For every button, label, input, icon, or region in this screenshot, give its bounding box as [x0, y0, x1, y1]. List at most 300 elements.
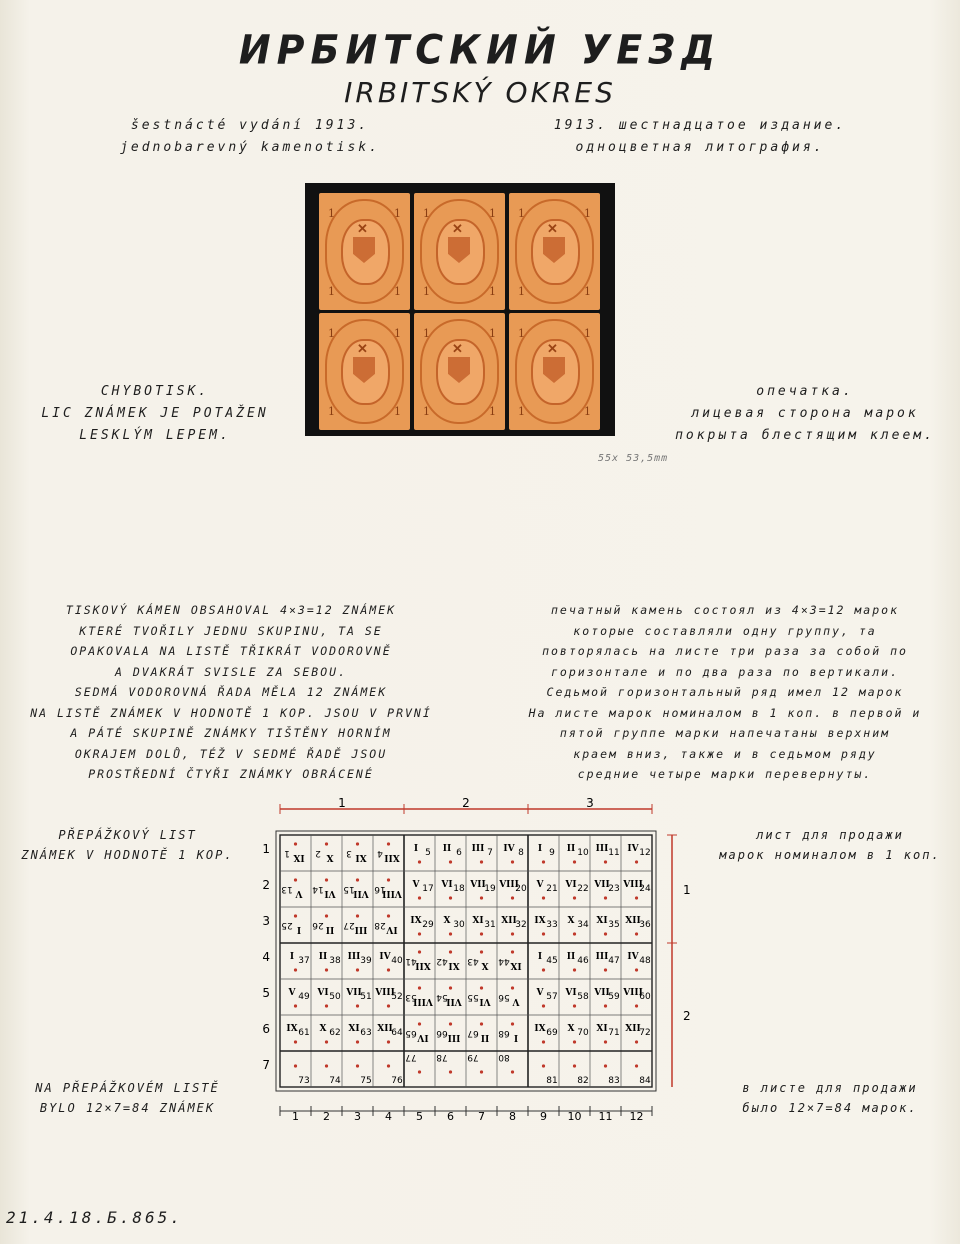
cell-roman: III — [471, 844, 485, 854]
cell-dot — [542, 860, 545, 863]
cell-dot — [604, 1040, 607, 1043]
cell-dot — [604, 932, 607, 935]
cell-roman: I — [413, 844, 419, 854]
cell-roman: II — [566, 952, 576, 962]
cell-dot — [356, 1004, 359, 1007]
cell-number: 20 — [515, 884, 527, 894]
cell-dot — [480, 950, 483, 953]
cell-roman: V — [512, 996, 520, 1006]
sheet-cell — [568, 1024, 589, 1044]
sheet-cell — [436, 986, 463, 1006]
cell-roman: I — [537, 952, 543, 962]
cell-number: 35 — [608, 920, 620, 930]
cell-number: 3 — [346, 848, 352, 858]
stamp-value-digit: 1 — [328, 285, 335, 298]
cell-roman: IX — [510, 960, 522, 970]
sheet-cell — [536, 988, 558, 1008]
row-label: 2 — [262, 878, 270, 892]
sheet-cell — [444, 916, 465, 936]
cell-dot — [325, 842, 328, 845]
group-col-label: 2 — [462, 796, 470, 810]
cell-dot — [449, 896, 452, 899]
error-ru-line: лицевая сторона марок — [691, 406, 919, 421]
stamp-value-digit: 1 — [489, 405, 496, 418]
cell-roman: XII — [625, 1024, 641, 1034]
edition-note-czech — [120, 115, 380, 159]
cell-roman: X — [319, 1024, 327, 1034]
cell-number: 60 — [639, 992, 651, 1002]
stamp-cross-mark: ✕ — [547, 222, 558, 237]
cell-roman: I — [289, 952, 295, 962]
cell-number: 29 — [422, 920, 434, 930]
cell-dot — [356, 968, 359, 971]
cell-number: 34 — [577, 920, 589, 930]
cell-dot — [325, 1064, 328, 1067]
error-ru-line: опечатка. — [756, 384, 854, 399]
cell-roman: VII — [353, 888, 369, 898]
cell-roman: VIII — [382, 888, 402, 898]
cell-dot — [294, 1040, 297, 1043]
cell-dot — [511, 1022, 514, 1025]
cell-roman: IX — [534, 916, 546, 926]
sheet-cell — [348, 1024, 371, 1044]
edition-ru-line: 1913. шестнадцатое издание. — [553, 118, 847, 133]
cell-number: 23 — [608, 884, 620, 894]
sheet-note-russian-bottom — [700, 1078, 960, 1118]
cell-roman: V — [412, 880, 420, 890]
stone-cz-line: PROSTŘEDNÍ ČTYŘI ZNÁMKY OBRÁCENÉ — [88, 767, 374, 781]
stamp-value-digit: 1 — [394, 405, 401, 418]
cell-number: 1 — [284, 848, 290, 858]
cell-dot — [294, 878, 297, 881]
cell-dot — [511, 950, 514, 953]
cell-dot — [480, 896, 483, 899]
cell-roman: XII — [415, 960, 431, 970]
cell-roman: VIII — [375, 988, 395, 998]
cell-dot — [511, 896, 514, 899]
cell-roman: III — [447, 1032, 461, 1042]
cell-dot — [418, 932, 421, 935]
cell-dot — [604, 896, 607, 899]
stamp-value-digit: 1 — [394, 327, 401, 340]
stone-cz-line: A DVAKRÁT SVISLE ZA SEBOU. — [114, 664, 347, 679]
col-label: 7 — [478, 1110, 485, 1123]
cell-roman: XI — [596, 916, 608, 926]
error-note-russian — [650, 381, 960, 447]
cell-number: 56 — [498, 992, 510, 1002]
cell-roman: XII — [501, 916, 517, 926]
cell-dot — [449, 860, 452, 863]
catalog-date: 21.4.18.Б.865. — [6, 1208, 183, 1227]
sheet-cell — [286, 1024, 309, 1044]
sheet-cell — [312, 878, 337, 898]
sheet-cz-line: NA PŘEPÁŽKOVÉM LISTĚ — [35, 1081, 220, 1095]
cell-dot — [635, 1040, 638, 1043]
sheet-cell — [443, 844, 462, 864]
cell-number: 48 — [639, 956, 651, 966]
cell-dot — [387, 1004, 390, 1007]
stamp-value-digit: 1 — [328, 327, 335, 340]
stamp-value-digit: 1 — [518, 285, 525, 298]
cell-roman: XI — [596, 1024, 608, 1034]
sheet-cell — [374, 914, 398, 934]
cell-dot — [387, 968, 390, 971]
cell-dot — [542, 1004, 545, 1007]
stone-ru-line: На листе марок номиналом в 1 коп. в первой и — [528, 705, 922, 720]
cell-dot — [604, 860, 607, 863]
sheet-ru-line: марок номиналом в 1 коп. — [719, 848, 941, 862]
group-row-label: 1 — [683, 883, 691, 897]
sheet-cell — [288, 988, 310, 1008]
cell-number: 40 — [391, 956, 403, 966]
sheet-cell — [374, 988, 403, 1008]
cell-roman: VII — [470, 880, 486, 890]
cell-dot — [418, 896, 421, 899]
cell-dot — [635, 860, 638, 863]
cell-number: 32 — [515, 920, 527, 930]
row-label: 1 — [262, 842, 270, 856]
error-note-czech — [10, 381, 300, 447]
cell-number: 27 — [343, 920, 355, 930]
sheet-cell — [627, 844, 650, 864]
stone-cz-line: TISKOVÝ KÁMEN OBSAHOVAL 4×3=12 ZNÁMEK — [65, 603, 397, 617]
sheet-cell — [622, 880, 651, 900]
cell-roman: IV — [627, 952, 639, 962]
cell-number: 74 — [329, 1076, 341, 1086]
cell-dot — [573, 1064, 576, 1067]
stamp-value-digit: 1 — [394, 207, 401, 220]
cell-number: 71 — [608, 1028, 620, 1038]
cell-number: 47 — [608, 956, 620, 966]
cell-number: 68 — [498, 1028, 510, 1038]
stamp-value-digit: 1 — [489, 285, 496, 298]
cell-roman: XI — [348, 1024, 360, 1034]
cell-dot — [387, 878, 390, 881]
cell-dot — [480, 1070, 483, 1073]
cell-number: 21 — [546, 884, 558, 894]
cell-number: 59 — [608, 992, 620, 1002]
cell-dot — [542, 968, 545, 971]
cell-roman: III — [595, 952, 609, 962]
cell-roman: XI — [472, 916, 484, 926]
sheet-cell — [312, 914, 334, 934]
cell-number: 57 — [546, 992, 558, 1002]
cell-roman: XI — [355, 852, 367, 862]
stamp — [319, 193, 410, 310]
cell-dot — [511, 1070, 514, 1073]
cell-number: 45 — [546, 956, 558, 966]
sheet-cell — [467, 950, 488, 970]
sheet-cell — [542, 1064, 558, 1086]
sheet-ru-line: в листе для продажи — [742, 1081, 918, 1095]
sheet-cell — [379, 952, 403, 972]
cell-roman: IV — [503, 844, 515, 854]
cell-number: 25 — [281, 920, 293, 930]
stamp-cross-mark: ✕ — [547, 342, 558, 357]
cell-number: 41 — [405, 956, 417, 966]
cell-roman: VII — [446, 996, 462, 1006]
stone-ru-line: которые составляли одну группу, та — [573, 623, 877, 638]
cell-roman: IX — [410, 916, 422, 926]
stamp — [319, 313, 410, 430]
stone-ru-line: повторялась на листе три раза за собой по — [542, 644, 908, 658]
cell-roman: IV — [417, 1032, 429, 1042]
sheet-cell — [356, 1064, 372, 1086]
stamp-value-digit: 1 — [423, 207, 430, 220]
sheet-cell — [498, 950, 522, 970]
page-title-russian: ИРБИТСКИЙ УЕЗД — [238, 26, 722, 74]
cell-number: 54 — [436, 992, 448, 1002]
sheet-note-czech-top — [0, 825, 255, 865]
sheet-cell — [346, 842, 366, 862]
sheet-cell — [387, 1064, 403, 1086]
sheet-cell — [410, 916, 434, 936]
stone-ru-line: Седьмой горизонтальный ряд имел 12 марок — [546, 685, 904, 699]
cell-roman: X — [326, 852, 334, 862]
group-col-label: 3 — [586, 796, 594, 810]
cell-dot — [542, 1040, 545, 1043]
stamp-value-digit: 1 — [584, 285, 591, 298]
sheet-cell — [405, 950, 430, 970]
sheet-cz-line: ZNÁMEK V HODNOTĚ 1 KOP. — [21, 848, 234, 862]
page-title-czech: IRBITSKÝ OKRES — [344, 76, 616, 109]
cell-dot — [542, 932, 545, 935]
stamp — [509, 313, 600, 430]
cell-roman: VII — [594, 880, 610, 890]
cell-dot — [294, 1004, 297, 1007]
cell-dot — [294, 1064, 297, 1067]
cell-roman: IX — [534, 1024, 546, 1034]
cell-dot — [542, 896, 545, 899]
cell-dot — [387, 1064, 390, 1067]
sheet-cell — [498, 1022, 518, 1042]
size-note: 55x 53,5mm — [598, 453, 669, 464]
row-label: 5 — [262, 986, 270, 1000]
cell-dot — [573, 1040, 576, 1043]
col-label: 10 — [567, 1110, 582, 1123]
sheet-cell — [281, 878, 303, 898]
cell-roman: V — [536, 988, 544, 998]
cell-roman: VIII — [499, 880, 519, 890]
cell-number: 69 — [546, 1028, 558, 1038]
edition-ru-line: одноцветная литография. — [575, 140, 825, 155]
sheet-cell — [316, 988, 341, 1008]
sheet-cell — [319, 952, 341, 972]
cell-number: 52 — [391, 992, 403, 1002]
error-cz-line: CHYBOTISK. — [100, 384, 210, 399]
cell-dot — [387, 914, 390, 917]
cell-dot — [573, 968, 576, 971]
stone-ru-line: пятой группе марки напечатаны верхним — [559, 726, 891, 740]
cell-number: 7 — [487, 848, 493, 858]
cell-roman: III — [354, 924, 368, 934]
cell-number: 36 — [639, 920, 651, 930]
cell-roman: VIII — [413, 996, 433, 1006]
cell-dot — [418, 950, 421, 953]
cell-dot — [356, 1064, 359, 1067]
stamp-block — [305, 183, 615, 436]
sheet-cell — [567, 952, 589, 972]
stone-cz-line: SEDMÁ VODOROVNÁ ŘADA MĚLA 12 ZNÁMEK — [74, 685, 388, 699]
stamp-cross-mark: ✕ — [357, 222, 368, 237]
cell-number: 78 — [436, 1052, 448, 1062]
stamp-value-digit: 1 — [489, 327, 496, 340]
cell-dot — [294, 842, 297, 845]
sheet-cell — [467, 1052, 483, 1074]
cell-number: 17 — [422, 884, 434, 894]
sheet-cell — [294, 1064, 310, 1086]
stamp-cross-mark: ✕ — [357, 342, 368, 357]
cell-dot — [294, 968, 297, 971]
cell-roman: I — [537, 844, 543, 854]
cell-dot — [604, 968, 607, 971]
sheet-cell — [498, 986, 520, 1006]
cell-dot — [635, 932, 638, 935]
stone-ru-line: краем вниз, также и в седьмом ряду — [573, 746, 877, 761]
group-row-label: 2 — [683, 1009, 691, 1023]
cell-roman: IV — [627, 844, 639, 854]
cell-dot — [573, 932, 576, 935]
cell-roman: III — [347, 952, 361, 962]
cell-dot — [449, 986, 452, 989]
cell-dot — [356, 842, 359, 845]
cell-number: 77 — [405, 1052, 417, 1062]
cell-dot — [542, 1064, 545, 1067]
col-label: 2 — [323, 1110, 330, 1123]
cell-dot — [573, 860, 576, 863]
sheet-cell — [596, 916, 619, 936]
cell-dot — [573, 896, 576, 899]
sheet-note-czech-bottom — [0, 1078, 255, 1118]
cell-roman: II — [566, 844, 576, 854]
stamp-value-digit: 1 — [518, 327, 525, 340]
cell-number: 58 — [577, 992, 589, 1002]
cell-roman: IV — [379, 952, 391, 962]
sheet-cell — [467, 1022, 489, 1042]
cell-number: 15 — [343, 884, 355, 894]
sheet-cell — [284, 842, 304, 862]
row-label: 6 — [262, 1022, 270, 1036]
cell-roman: VIII — [623, 880, 643, 890]
sheet-cz-line: PŘEPÁŽKOVÝ LIST — [58, 828, 197, 842]
cell-dot — [604, 1004, 607, 1007]
stone-description-czech — [0, 600, 462, 785]
cell-number: 8 — [518, 848, 524, 858]
cell-number: 18 — [453, 884, 465, 894]
sheet-cell — [377, 842, 400, 862]
stamp-value-digit: 1 — [584, 327, 591, 340]
col-label: 8 — [509, 1110, 516, 1123]
cell-roman: X — [481, 960, 489, 970]
sheet-ru-line: лист для продажи — [756, 828, 904, 842]
cell-number: 64 — [391, 1028, 403, 1038]
cell-roman: VI — [441, 880, 453, 890]
cell-number: 72 — [639, 1028, 651, 1038]
cell-roman: II — [325, 924, 335, 934]
cell-number: 70 — [577, 1028, 589, 1038]
cell-number: 26 — [312, 920, 324, 930]
sheet-cell — [348, 952, 372, 972]
cell-number: 33 — [546, 920, 558, 930]
cell-number: 51 — [360, 992, 372, 1002]
row-label: 7 — [262, 1058, 270, 1072]
sheet-cell — [534, 916, 557, 936]
cell-number: 83 — [608, 1076, 620, 1086]
sheet-cell — [281, 914, 301, 934]
sheet-cell — [622, 988, 651, 1008]
sheet-cell — [345, 988, 371, 1008]
cell-number: 11 — [608, 848, 620, 858]
sheet-cell — [405, 986, 434, 1006]
cell-dot — [480, 1022, 483, 1025]
cell-number: 46 — [577, 956, 589, 966]
cell-number: 31 — [484, 920, 496, 930]
stamp — [414, 313, 505, 430]
cell-roman: XI — [448, 960, 460, 970]
cell-dot — [480, 932, 483, 935]
sheet-cell — [635, 1064, 651, 1086]
sheet-cell — [436, 1052, 452, 1074]
cell-number: 19 — [484, 884, 496, 894]
sheet-cell — [440, 880, 465, 900]
cell-roman: I — [513, 1032, 519, 1042]
cell-number: 2 — [315, 848, 321, 858]
cell-number: 38 — [329, 956, 341, 966]
sheet-cz-line: BYLO 12×7=84 ZNÁMEK — [39, 1101, 216, 1115]
cell-number: 37 — [298, 956, 310, 966]
sheet-layout-diagram — [260, 795, 700, 1147]
sheet-cell — [405, 1022, 428, 1042]
error-cz-line: LESKLÝM LEPEM. — [79, 428, 231, 443]
sheet-cell — [625, 916, 651, 936]
cell-roman: II — [442, 844, 452, 854]
cell-number: 65 — [405, 1028, 417, 1038]
cell-roman: III — [595, 844, 609, 854]
cell-number: 49 — [298, 992, 310, 1002]
group-col-label: 1 — [338, 796, 346, 810]
cell-number: 61 — [298, 1028, 310, 1038]
sheet-cell — [412, 880, 434, 900]
cell-dot — [418, 1022, 421, 1025]
cell-dot — [449, 932, 452, 935]
cell-number: 4 — [377, 848, 383, 858]
sheet-cell — [405, 1052, 421, 1074]
sheet-cell — [377, 1024, 403, 1044]
cell-roman: V — [295, 888, 303, 898]
col-label: 6 — [447, 1110, 454, 1123]
cell-number: 53 — [405, 992, 417, 1002]
stamp-value-digit: 1 — [423, 285, 430, 298]
cell-roman: I — [296, 924, 302, 934]
sheet-cell — [627, 952, 651, 972]
stamp-value-digit: 1 — [423, 327, 430, 340]
edition-note-russian — [540, 115, 860, 159]
cell-roman: IX — [293, 852, 305, 862]
cell-dot — [418, 860, 421, 863]
cell-number: 62 — [329, 1028, 341, 1038]
stone-description-russian — [490, 600, 960, 785]
sheet-cell — [472, 916, 495, 936]
stamp-value-digit: 1 — [518, 405, 525, 418]
col-label: 9 — [540, 1110, 547, 1123]
cell-number: 13 — [281, 884, 293, 894]
cell-dot — [511, 986, 514, 989]
stamp-value-digit: 1 — [584, 405, 591, 418]
sheet-cell — [315, 842, 333, 862]
cell-number: 76 — [391, 1076, 403, 1086]
cell-dot — [449, 1070, 452, 1073]
row-label: 4 — [262, 950, 270, 964]
